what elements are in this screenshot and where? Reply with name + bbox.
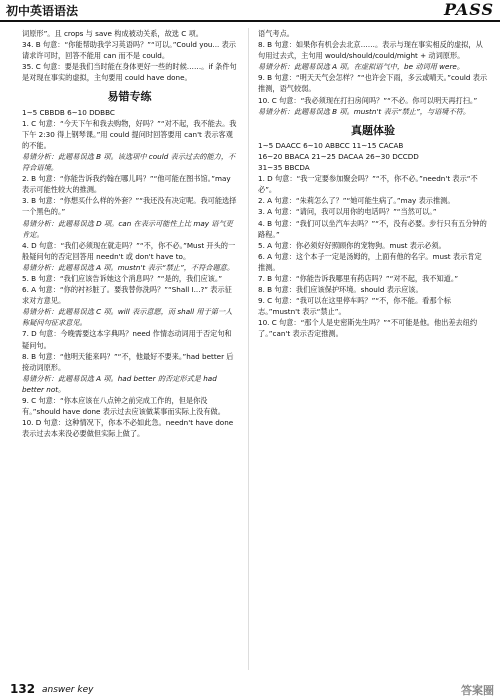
answer-item: 5. B 句意：“我们应该告诉她这个消息吗？”“是的，我们应该。” [22, 273, 223, 283]
pass-logo: PASS [443, 0, 494, 19]
right-column [258, 28, 488, 670]
answer-item: 6. A 句意：这个本子一定是汤姆的，上面有他的名字。must 表示肯定推测。 [258, 251, 482, 272]
page-header [0, 0, 500, 22]
error-analysis: 易错分析：此题易误选 A 项。mustn't 表示“禁止”，不符合题意。 [22, 262, 235, 272]
answer-list: 1~5 CBBDB 6~10 DDBBC [22, 107, 115, 117]
answer-item: 9. C 句意：“我可以在这里停车吗？”“不，你不能。看那个标志。”mustn't 表示“禁止”。 [258, 296, 451, 317]
error-analysis: 易错分析：此题易误选 A 项。在虚拟语气中，be 动词用 were。 [258, 62, 465, 72]
error-analysis: 易错分析：此题易误选 C 项。will 表示意愿，而 shall 用于第一人称疑问句征求意见。 [22, 307, 233, 328]
error-analysis: 易错分析：此题易误选 D 项。can 在表示可能性上比 may 语气更肯定。 [22, 218, 233, 239]
answer-item: 语气考点。 [258, 29, 294, 38]
book-title: 初中英语语法 [6, 4, 79, 18]
page-footer [0, 672, 500, 700]
answer-item: 3. A 句意：“请问，我可以用你的电话吗？”“当然可以。” [258, 207, 437, 217]
answer-item: 8. B 句意：如果你有机会去北京……。表示与现在事实相反的虚拟，从句用过去式，主句用 would/should/could/might + 动词原形。 [258, 40, 483, 61]
section-heading: 易错专练 [107, 90, 152, 104]
answer-list: 31~35 BBCDA [258, 163, 310, 173]
page-number: 132 [10, 682, 36, 696]
answer-item: 34. B 句意：“你能帮助我学习英语吗？”“可以。”Could you... 表示请求许可时，回答不能用 can 而不是 could。 [22, 40, 236, 61]
answer-item: 4. D 句意：“我们必须现在就走吗？”“不，你不必。”Must 开头的一般疑问句的否定回答用 needn't 或 don't have to。 [22, 240, 236, 261]
watermark: 答案圈 [461, 684, 494, 697]
answer-item: 词原形”。且 crops 与 save 构成被动关系，故选 C 项。 [22, 29, 203, 38]
error-analysis: 易错分析：此题易误选 B 项。mustn't 表示“禁止”，与语境不符。 [258, 106, 471, 116]
answer-list: 16~20 BBACA 21~25 DACAA 26~30 DCCDD [258, 151, 419, 161]
answer-item: 10. D 句意：这种情况下，你本不必如此急。needn't have done 表示过去本来没必要做但实际上做了。 [22, 418, 234, 439]
error-analysis: 易错分析：此题易误选 A 项。had better 的否定形式是 had better not。 [22, 373, 217, 394]
answer-item: 5. A 句意：你必须好好照顾你的宠物狗。must 表示必须。 [258, 240, 446, 250]
answer-item: 2. B 句意：“你能告诉我约翰在哪儿吗？”“他可能在图书馆。”may 表示可能性较大的推测。 [22, 174, 231, 195]
answer-list: 1~5 DAACC 6~10 ABBCC 11~15 CACAB [258, 140, 404, 150]
answer-item: 1. C 句意：“今天下午和我去购物，好吗？”“对不起，我不能去。我下午 2:30 得上钢琴课。”用 could 提问时回答要用 can't 表示客观的不能。 [22, 118, 237, 150]
column-divider [248, 28, 249, 670]
answer-item: 1. D 句意：“我一定要参加聚会吗？”“不，你不必。”needn't 表示“不必”。 [258, 174, 478, 195]
answer-item: 9. B 句意：“明天天气会怎样？”“也许会下雨，多云或晴天。”could 表示推测，语气较弱。 [258, 73, 488, 94]
answer-item: 7. D 句意：今晚需要这本字典吗？need 作情态动词用于否定句和疑问句。 [22, 329, 232, 350]
answer-item: 35. C 句意：要是我们当时能在身体更好一些的时候……。if 条件句是对现在事实的虚拟，主句要用 could have done。 [22, 62, 237, 83]
section-heading: 真题体验 [351, 123, 395, 137]
error-analysis: 易错分析：此题易误选 B 项。该选项中 could 表示过去的能力，不符合语境。 [22, 151, 236, 173]
answer-item: 6. A 句意：“你的衬衫脏了。要我替你洗吗？”“Shall I...?” 表示征求对方意见。 [22, 285, 232, 306]
answer-item: 8. B 句意：“他明天能来吗？”“不，他最好不要来。”had better 后接动词原形。 [22, 351, 234, 372]
answer-item: 2. A 句意：“朱莉怎么了？”“她可能生病了。”may 表示推测。 [258, 196, 455, 206]
answer-item: 10. C 句意：“那个人是史密斯先生吗？”“不可能是他。他出差去纽约了。”can't 表示否定推测。 [258, 318, 478, 339]
left-column [22, 28, 237, 670]
answer-item: 8. B 句意：我们应该保护环境。should 表示应该。 [258, 285, 423, 295]
answer-item: 7. B 句意：“你能告诉我哪里有药店吗？”“对不起，我不知道。” [258, 273, 459, 283]
answer-item: 4. B 句意：“我们可以坐汽车去吗？”“不，没有必要。步行只有五分钟的路程。” [258, 218, 487, 239]
answer-item: 9. C 句意：“你本应该在八点钟之前完成工作的，但是你没有。”should have done 表示过去应该做某事而实际上没有做。 [22, 396, 225, 417]
answer-item: 10. C 句意：“我必须现在打扫房间吗？”“不必。你可以明天再打扫。” [258, 95, 478, 105]
answer-key-label: answer key [42, 685, 94, 695]
answer-item: 3. B 句意：“你想买什么样的外套？”“我还没有决定呢。我可能选择一个黑色的。” [22, 196, 237, 217]
header-rule [0, 20, 500, 22]
